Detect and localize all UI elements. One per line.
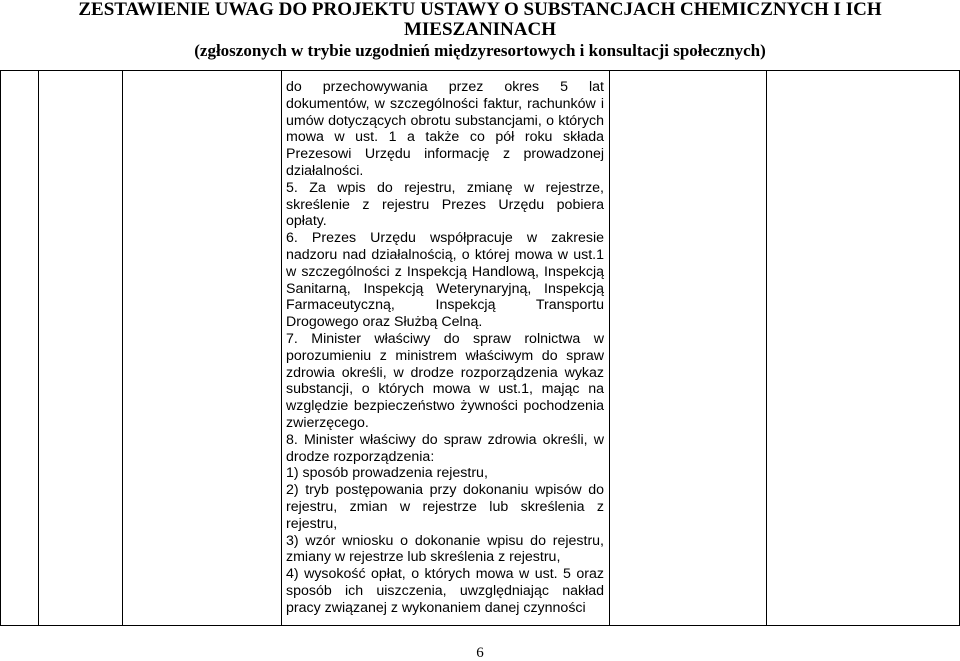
document-title-line-2: MIESZANINACH <box>403 19 557 40</box>
page-number: 6 <box>476 645 484 661</box>
cell-paragraph: 6. Prezes Urzędu współpracuje w zakresie nadzoru nad działalnością, o której mowa w ust.1 w szczególności z Inspekcją Handlową, Inspekcją Sanitarną, Inspekcją Weterynaryjną, Inspekcją Farmaceutyczną, Inspekcją Transportu Drogowego oraz Służbą Celną. <box>286 230 604 331</box>
cell-paragraph: do przechowywania przez okres 5 lat dokumentów, w szczególności faktur, rachunków i umów dotyczących obrotu substancjami, o których mowa w ust. 1 a także co pół roku składa Prezesowi Urzędu informację z prowadzonej działalności. <box>286 79 604 179</box>
table-cell-text <box>286 79 604 617</box>
table-top-border <box>0 70 960 71</box>
cell-paragraph: 4) wysokość opłat, o których mowa w ust. 5 oraz sposób ich uiszczenia, uwzględniając nakład pracy związanej z wykonaniem danej czynności <box>286 566 604 616</box>
table-bottom-border <box>0 625 960 626</box>
cell-paragraph: 2) tryb postępowania przy dokonaniu wpisów do rejestru, zmian w rejestrze lub skreślenia z rejestru, <box>286 482 604 532</box>
table-column-divider <box>609 70 610 626</box>
cell-paragraph: 3) wzór wniosku o dokonanie wpisu do rejestru, zmiany w rejestrze lub skreślenia z rejestru, <box>286 532 604 566</box>
document-title-line-1: ZESTAWIENIE UWAG DO PROJEKTU USTAWY O SUBSTANCJACH CHEMICZNYCH I ICH <box>78 0 882 20</box>
document-header <box>0 0 960 61</box>
cell-paragraph: 5. Za wpis do rejestru, zmianę w rejestrze, skreślenie z rejestru Prezes Urzędu pobiera opłaty. <box>286 179 604 230</box>
table-column-divider <box>281 70 282 626</box>
table-column-divider <box>0 70 1 626</box>
document-subtitle: (zgłoszonych w trybie uzgodnień międzyresortowych i konsultacji społecznych) <box>194 41 766 60</box>
cell-paragraph: 1) sposób prowadzenia rejestru, <box>286 465 488 482</box>
cell-paragraph: 7. Minister właściwy do spraw rolnictwa w porozumieniu z ministrem właściwym do spraw zdrowia określi, w drodze rozporządzenia wykaz substancji, o których mowa w ust.1, mając na względzie bezpieczeństwo żywności pochodzenia zwierzęcego. <box>286 330 604 431</box>
table-column-divider <box>38 70 39 626</box>
cell-paragraph: 8. Minister właściwy do spraw zdrowia określi, w drodze rozporządzenia: <box>286 431 604 465</box>
table-column-divider <box>122 70 123 626</box>
table-column-divider <box>766 70 767 626</box>
